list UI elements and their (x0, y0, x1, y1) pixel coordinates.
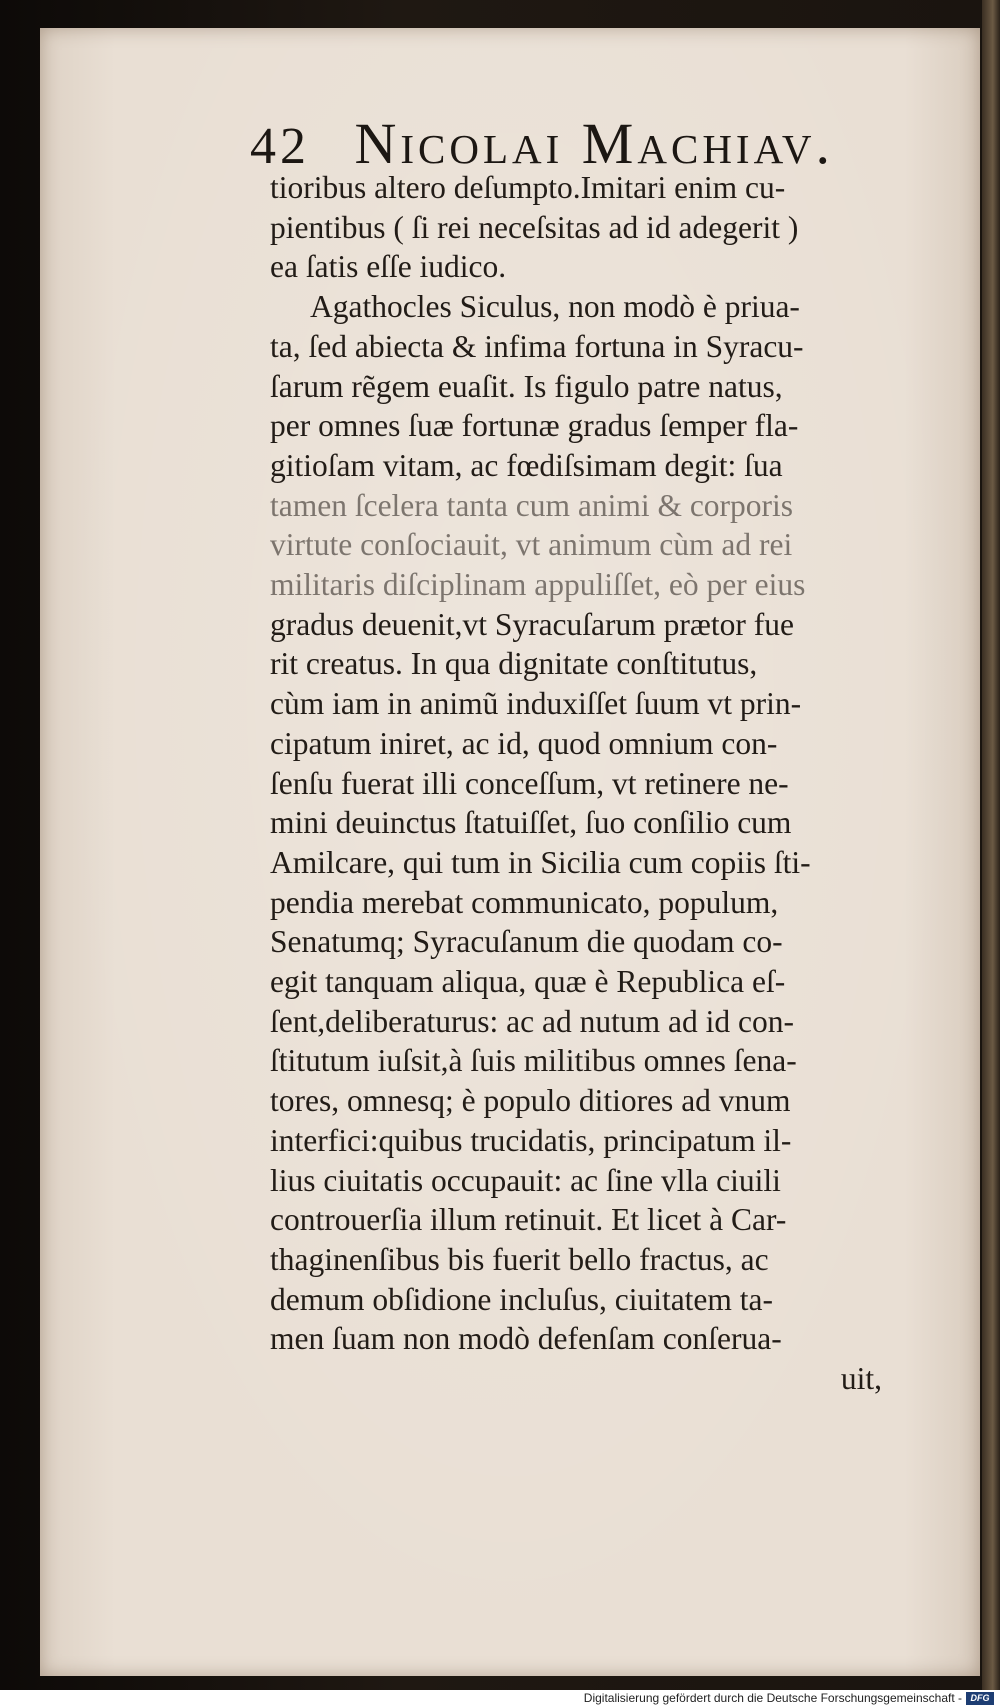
text-line: per omnes ſuæ fortunæ gradus ſemper fla- (270, 408, 799, 444)
book-edge (982, 0, 1000, 1690)
text-line: ſent,deliberaturus: ac ad nutum ad id con- (270, 1003, 794, 1039)
text-line: tamen ſcelera tanta cum animi & corporis (270, 487, 794, 523)
text-line: ea ſatis eſſe iudico. (270, 249, 507, 285)
text-line: ta, ſed abiecta & infima fortuna in Syracu- (270, 328, 804, 364)
text-line: pendia merebat communicato, populum, (270, 884, 779, 920)
funding-credit: Digitalisierung gefördert durch die Deutsche Forschungsgemeinschaft - (583, 1691, 962, 1705)
text-line: gradus deuenit,vt Syracuſarum prætor fue (270, 606, 794, 642)
text-line: interfici:quibus trucidatis, principatum il- (270, 1122, 792, 1158)
text-line: rit creatus. In qua dignitate conſtitutus, (270, 646, 758, 682)
text-line: demum obſidione incluſus, ciuitatem ta- (270, 1281, 774, 1317)
text-line: thaginenſibus bis fuerit bello fractus, ac (270, 1241, 769, 1277)
text-line: militaris diſciplinam appuliſſet, eò per eius (270, 567, 806, 603)
text-line: virtute conſociauit, vt animum cùm ad rei (270, 527, 793, 563)
running-header (250, 110, 950, 177)
text-line: cùm iam in animũ induxiſſet ſuum vt prin- (270, 686, 802, 722)
page-number: 42 (250, 118, 310, 175)
text-line: ſenſu fuerat illi conceſſum, vt retinere ne- (270, 765, 789, 801)
digitization-footer (0, 1690, 1000, 1707)
text-line: controuerſia illum retinuit. Et licet à Car- (270, 1202, 787, 1238)
text-line: cipatum iniret, ac id, quod omnium con- (270, 725, 778, 761)
text-line: pientibus ( ſi rei neceſsitas ad id adegerit ) (270, 209, 799, 245)
text-line: tioribus altero deſumpto.Imitari enim cu- (270, 170, 786, 205)
text-line: mini deuinctus ſtatuiſſet, ſuo conſilio cum (270, 805, 792, 841)
text-line: tores, omnesq; è populo ditiores ad vnum (270, 1083, 791, 1119)
text-line: egit tanquam aliqua, quæ è Republica eſ- (270, 964, 786, 1000)
running-title: Nicolai Machiav. (354, 111, 835, 176)
dfg-logo-icon: DFG (966, 1692, 994, 1705)
text-line: lius ciuitatis occupauit: ac ſine vlla ciuili (270, 1162, 781, 1198)
text-line: gitioſam vitam, ac fœdiſsimam degit: ſua (270, 447, 783, 483)
text-line: Senatumq; Syracuſanum die quodam co- (270, 924, 783, 960)
text-line: Amilcare, qui tum in Sicilia cum copiis ſti- (270, 844, 811, 880)
text-line: ſarum rẽgem euaſit. Is figulo patre natus, (270, 368, 783, 404)
text-line: Agathocles Siculus, non modò è priua- (310, 289, 800, 325)
catchword: uit, (840, 1361, 882, 1397)
text-line: men ſuam non modò defenſam conſerua- (270, 1321, 782, 1357)
body-text (270, 168, 882, 1399)
text-line: ſtitutum iuſsit,à ſuis militibus omnes ſena- (270, 1043, 797, 1079)
